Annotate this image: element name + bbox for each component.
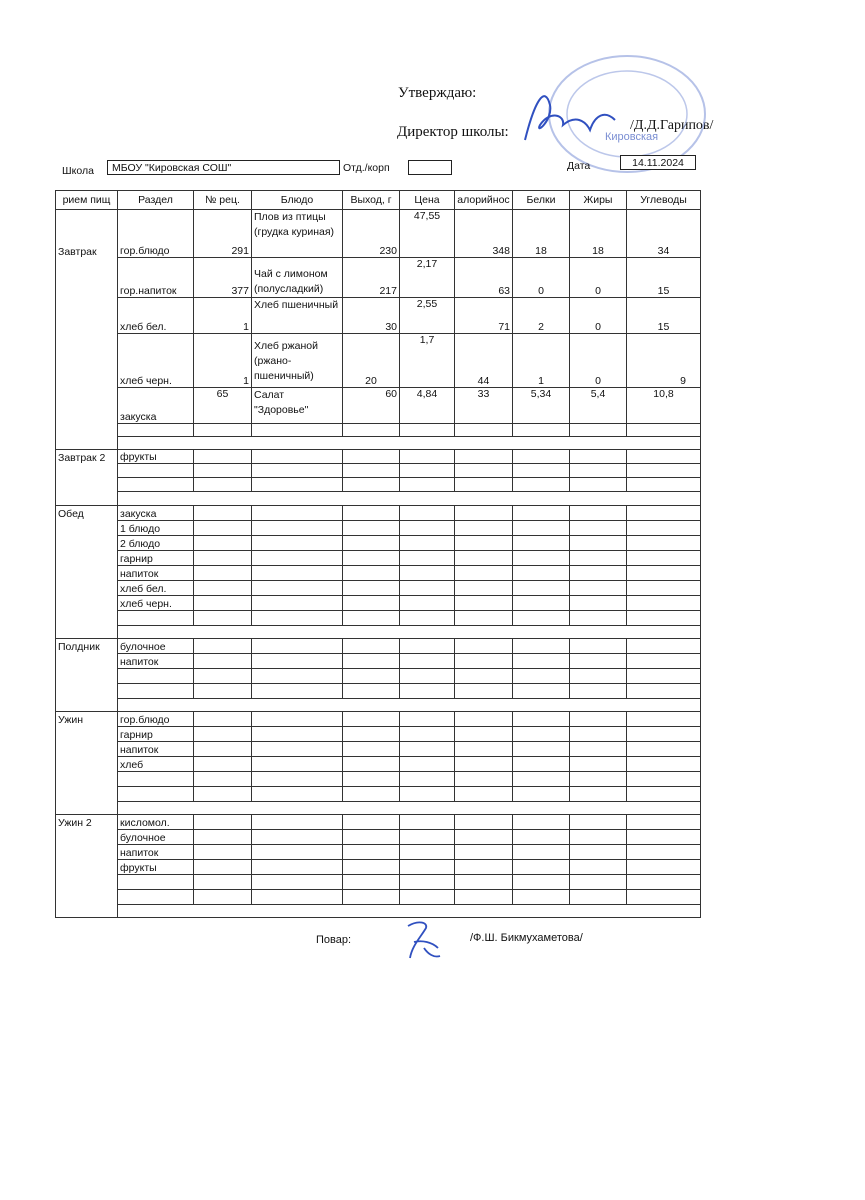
table-row [56,566,701,581]
protein-cell: 1 [513,334,570,388]
section-cell: хлеб черн. [118,596,194,611]
director-label: Директор школы: [397,124,509,140]
table-row [56,581,701,596]
table-row [56,388,701,424]
dish-cell: Хлеб пшеничный [252,298,343,334]
protein-cell: 5,34 [513,388,570,424]
dish-cell: Салат "Здоровье" [252,388,343,424]
rec-cell: 1 [194,298,252,334]
section-cell: гарнир [118,727,194,742]
date-value: 14.11.2024 [632,157,684,169]
table-row [56,536,701,551]
weight-cell: 30 [343,298,400,334]
table-row [56,845,701,860]
spacer-row [56,699,701,712]
table-row [56,727,701,742]
section-cell: гарнир [118,551,194,566]
section-cell: напиток [118,566,194,581]
date-label: Дата [567,160,591,172]
menu-table [55,190,701,918]
price-cell: 4,84 [400,388,455,424]
section-cell: булочное [118,830,194,845]
section-cell: закуска [118,506,194,521]
table-row [56,298,701,334]
meal-dinner2: Ужин 2 [56,815,118,918]
col-section: Раздел [118,191,194,210]
table-row [56,210,701,258]
fat-cell: 5,4 [570,388,627,424]
fat-cell: 18 [570,210,627,258]
section-cell: напиток [118,654,194,669]
dept-field [408,160,452,175]
spacer-row [56,905,701,918]
fat-cell: 0 [570,258,627,298]
col-weight: Выход, г [343,191,400,210]
empty-row [56,875,701,890]
section-cell: хлеб черн. [118,334,194,388]
dish-cell: Хлеб ржаной (ржано-пшеничный) [252,334,343,388]
section-cell: кисломол. [118,815,194,830]
carb-cell: 15 [627,298,701,334]
section-cell: гор.блюдо [118,210,194,258]
kcal-cell: 71 [455,298,513,334]
director-name: /Д.Д.Гарипов/ [630,118,714,133]
fat-cell: 0 [570,334,627,388]
section-cell: напиток [118,845,194,860]
price-cell: 1,7 [400,334,455,388]
col-price: Цена [400,191,455,210]
header-row [56,191,701,210]
meal-snack: Полдник [56,639,118,712]
section-cell: фрукты [118,860,194,875]
empty-row [56,684,701,699]
table-row [56,712,701,727]
table-row [56,860,701,875]
dish-cell: Плов из птицы (грудка куриная) [252,210,343,258]
table-row [56,757,701,772]
table-row [56,551,701,566]
svg-text:Кировская: Кировская [605,131,659,143]
school-label: Школа [62,165,94,177]
empty-row [56,890,701,905]
table-row [56,334,701,388]
table-row [56,506,701,521]
date-field [620,155,696,170]
section-cell: 1 блюдо [118,521,194,536]
table-row [56,521,701,536]
protein-cell: 2 [513,298,570,334]
meal-dinner: Ужин [56,712,118,815]
kcal-cell: 33 [455,388,513,424]
spacer-row [56,437,701,450]
carb-cell: 15 [627,258,701,298]
empty-row [56,787,701,802]
school-field [107,160,340,175]
dish-cell: Чай с лимоном (полусладкий) [252,258,343,298]
col-carb: Углеводы [627,191,701,210]
col-fat: Жиры [570,191,627,210]
section-cell: фрукты [118,450,194,464]
cook-label: Повар: [316,934,352,946]
empty-row [56,772,701,787]
table-row [56,654,701,669]
section-cell: 2 блюдо [118,536,194,551]
col-dish: Блюдо [252,191,343,210]
carb-cell: 10,8 [627,388,701,424]
rec-cell: 1 [194,334,252,388]
table-row [56,258,701,298]
spacer-row [56,492,701,506]
col-kcal: алорийнос [455,191,513,210]
carb-cell: 9 [627,334,701,388]
price-cell: 2,55 [400,298,455,334]
meal-lunch: Обед [56,506,118,639]
empty-row [56,478,701,492]
carb-cell: 34 [627,210,701,258]
empty-row [56,611,701,626]
table-row [56,815,701,830]
kcal-cell: 348 [455,210,513,258]
rec-cell: 65 [194,388,252,424]
table-row [56,450,701,464]
section-cell: гор.напиток [118,258,194,298]
dept-label: Отд./корп [343,162,390,174]
table-row [56,596,701,611]
col-meal: рием пищ [56,191,118,210]
director-signature [505,80,625,150]
weight-cell: 217 [343,258,400,298]
kcal-cell: 44 [455,334,513,388]
table-row [56,830,701,845]
empty-row [56,464,701,478]
weight-cell: 60 [343,388,400,424]
col-rec: № рец. [194,191,252,210]
table-row [56,639,701,654]
price-cell: 47,55 [400,210,455,258]
meal-breakfast2: Завтрак 2 [56,450,118,506]
empty-row [56,424,701,437]
weight-cell: 20 [343,334,400,388]
cook-name: /Ф.Ш. Бикмухаметова/ [470,932,583,944]
protein-cell: 18 [513,210,570,258]
kcal-cell: 63 [455,258,513,298]
section-cell: напиток [118,742,194,757]
section-cell: гор.блюдо [118,712,194,727]
section-cell: булочное [118,639,194,654]
section-cell: хлеб бел. [118,581,194,596]
col-protein: Белки [513,191,570,210]
section-cell: хлеб [118,757,194,772]
rec-cell: 377 [194,258,252,298]
section-cell: хлеб бел. [118,298,194,334]
school-value: МБОУ "Кировская СОШ" [112,162,232,174]
table-row [56,742,701,757]
empty-row [56,669,701,684]
spacer-row [56,802,701,815]
section-cell: закуска [118,388,194,424]
menu-table-wrap [55,190,700,918]
weight-cell: 230 [343,210,400,258]
protein-cell: 0 [513,258,570,298]
rec-cell: 291 [194,210,252,258]
meal-breakfast: Завтрак [56,210,118,450]
fat-cell: 0 [570,298,627,334]
approve-heading: Утверждаю: [398,85,477,101]
cook-signature [398,918,448,963]
spacer-row [56,626,701,639]
price-cell: 2,17 [400,258,455,298]
